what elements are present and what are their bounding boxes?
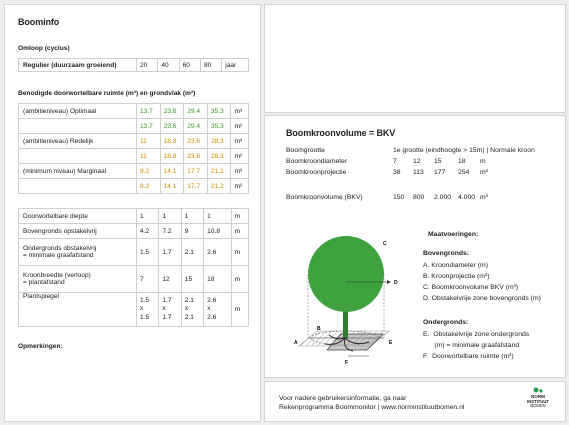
ruimte-value: 23.6: [160, 119, 184, 134]
maatvoering-value: 2.6 x 2.6: [204, 293, 231, 327]
ruimte-value: 35.3: [207, 119, 231, 134]
opmerkingen-label: Opmerkingen:: [18, 343, 63, 350]
bkv-value: 113: [413, 169, 424, 176]
ruimte-heading: Benodigde doorwortelbare ruimte (m³) en grondvlak (m²): [18, 90, 196, 97]
logo-text-instituut: INSTITUUT: [527, 398, 549, 404]
maatvoering-row: [19, 239, 249, 266]
bkv-value: 7: [393, 158, 397, 165]
maatvoering-row: [19, 224, 249, 239]
maatvoering-value: 1: [204, 209, 231, 224]
ruimte-value: 11: [137, 149, 161, 164]
tree-diagram: [293, 234, 418, 374]
maatvoering-row: [19, 293, 249, 327]
bovengronds-heading: Bovengronds:: [423, 250, 470, 257]
bkv-unit: m²: [480, 169, 488, 176]
ondergronds-item: E. Obstakelvrije zone ondergronds: [423, 331, 530, 338]
maatvoering-value: 1.5: [137, 239, 159, 266]
maatvoering-value: 7: [137, 266, 159, 293]
bkv-row-label: Boomkroonprojectie: [286, 169, 347, 176]
ruimte-value: 13.7: [137, 104, 161, 119]
ruimte-value: 21.2: [207, 164, 231, 179]
bkv-row-label: Boomkroonvolume (BKV): [286, 194, 363, 201]
ruimte-value: 17.7: [184, 179, 208, 194]
maatvoering-unit: m: [231, 239, 248, 266]
omloop-value: 40: [158, 59, 179, 72]
footer-line-1: Voor nadere gebruikersinformatie, ga naar: [279, 395, 407, 402]
maatvoering-unit: m: [231, 293, 248, 327]
ruimte-unit: m³: [231, 164, 249, 179]
omloop-value: 80: [200, 59, 221, 72]
bkv-value: 177: [434, 169, 446, 176]
ruimte-value: 11: [137, 134, 161, 149]
maatvoering-value: 7.2: [159, 224, 181, 239]
omloop-value: 20: [137, 59, 158, 72]
norm-instituut-logo: [523, 387, 553, 419]
maatvoering-label: Doorwortelbare diepte: [19, 209, 137, 224]
bkv-unit: m³: [480, 194, 488, 201]
maatvoering-label: Ondergronds obstakelvrij = minimale graafafstand: [19, 239, 137, 266]
boominfo-panel: [4, 4, 261, 422]
ruimte-row: [19, 164, 249, 179]
maatvoering-value: 1: [137, 209, 159, 224]
maatvoering-value: 1.7: [159, 239, 181, 266]
logo-text-bomen: BOMEN: [530, 403, 546, 409]
maatvoering-value: 12: [159, 266, 181, 293]
footer-panel: [264, 381, 566, 422]
diagram-letter-e: E: [389, 340, 393, 346]
maatvoering-unit: m: [231, 224, 248, 239]
omloop-unit: jaar: [222, 59, 249, 72]
diagram-letter-f: F: [345, 360, 349, 366]
ruimte-unit: m²: [231, 119, 249, 134]
ruimte-value: 8.2: [137, 164, 161, 179]
ruimte-value: 23.6: [160, 104, 184, 119]
ruimte-row: [19, 149, 249, 164]
ruimte-table: [18, 103, 249, 194]
omloop-heading: Omloop (cyclus): [18, 45, 70, 52]
bkv-value: 12: [413, 158, 421, 165]
maatvoering-value: 4.2: [137, 224, 159, 239]
bovengronds-item: D. Obstakelvrije zone bovengronds (m): [423, 295, 541, 302]
bovengronds-item: A. Kroondiameter (m): [423, 262, 488, 269]
ruimte-value: 17.7: [184, 164, 208, 179]
ruimte-unit: m²: [231, 149, 249, 164]
maatvoering-value: 2.1: [181, 239, 203, 266]
ruimte-row-label: (ambitieniveau) Optimaal: [19, 104, 137, 119]
bkv-row-label: Boomgrootte: [286, 147, 325, 154]
ondergronds-item: F. Doorwortelbare ruimte (m³): [423, 353, 514, 360]
maatvoering-value: 1.7 x 1.7: [159, 293, 181, 327]
bkv-title: Boomkroonvolume = BKV: [286, 128, 396, 138]
ruimte-value: 14.1: [160, 179, 184, 194]
maatvoering-value: 18: [204, 266, 231, 293]
footer-line-2: Rekenprogramma Boommonitor | www.norminstituutbomen.nl: [279, 404, 465, 411]
bkv-value: 38: [393, 169, 401, 176]
maatvoering-value: 15: [181, 266, 203, 293]
omloop-label: Regulier (duurzaam groeiend): [19, 59, 137, 72]
bkv-unit: m: [480, 158, 486, 165]
omloop-table: [18, 58, 249, 72]
ruimte-row: [19, 134, 249, 149]
ruimte-row-label: [19, 149, 137, 164]
maatvoering-unit: m: [231, 209, 248, 224]
tree-crown: [308, 236, 384, 312]
ruimte-unit: m³: [231, 104, 249, 119]
boomgrootte-value: 1e grootte (eindhoogte > 15m) | Normale kroon: [393, 147, 535, 154]
ruimte-row: [19, 104, 249, 119]
diagram-letter-c: C: [383, 241, 387, 247]
logo-text-norm: NORM: [530, 394, 546, 399]
maatvoering-row: [19, 266, 249, 293]
ruimte-row: [19, 179, 249, 194]
maatvoering-value: 1: [159, 209, 181, 224]
maatvoering-value: 9: [181, 224, 203, 239]
ruimte-row-label: (ambitieniveau) Redelijk: [19, 134, 137, 149]
bkv-value: 18: [458, 158, 466, 165]
ruimte-unit: m³: [231, 134, 249, 149]
maatvoering-value: 1: [181, 209, 203, 224]
ruimte-value: 28.3: [207, 149, 231, 164]
ondergronds-item: (m) = minimale graafafstand: [423, 342, 520, 349]
bkv-panel: [264, 115, 566, 378]
boominfo-title: Boominfo: [18, 17, 60, 27]
ruimte-value: 18.8: [160, 149, 184, 164]
empty-panel: [264, 4, 566, 113]
omloop-row: [19, 59, 249, 72]
maatvoering-value: 1.5 x 1.5: [137, 293, 159, 327]
bkv-value: 15: [434, 158, 442, 165]
ruimte-row-label: (minimum niveau) Marginaal: [19, 164, 137, 179]
diagram-letter-d: D: [394, 280, 398, 286]
ruimte-value: 14.1: [160, 164, 184, 179]
maatvoering-value: 10.8: [204, 224, 231, 239]
bkv-value: 4.000: [458, 194, 476, 201]
maatvoering-label: Plantspiegel: [19, 293, 137, 327]
diagram-letter-b: B: [317, 326, 321, 332]
ruimte-value: 29.4: [184, 104, 208, 119]
maatvoering-unit: m: [231, 266, 248, 293]
ruimte-unit: m²: [231, 179, 249, 194]
bkv-value: 2.000: [434, 194, 452, 201]
ruimte-row-label: [19, 179, 137, 194]
ruimte-value: 18.8: [160, 134, 184, 149]
maatvoering-value: 2.6: [204, 239, 231, 266]
maatvoeringen-title: Maatvoeringen:: [428, 231, 479, 238]
maatvoering-value: 2.1 x 2.1: [181, 293, 203, 327]
diagram-letter-a: A: [294, 340, 298, 346]
ruimte-row: [19, 119, 249, 134]
arrow-d-head: [387, 280, 391, 284]
ruimte-value: 29.4: [184, 119, 208, 134]
ruimte-value: 35.3: [207, 104, 231, 119]
bkv-value: 800: [413, 194, 425, 201]
maatvoering-table: [18, 208, 249, 327]
maatvoering-row: [19, 209, 249, 224]
bovengronds-item: C. Boomkroonvolume BKV (m³): [423, 284, 519, 291]
bkv-row-label: Boomkroondiameter: [286, 158, 348, 165]
ruimte-value: 23.6: [184, 149, 208, 164]
maatvoering-label: Kroonbreedte (verloop) = plantafstand: [19, 266, 137, 293]
bkv-value: 254: [458, 169, 470, 176]
ruimte-row-label: [19, 119, 137, 134]
ruimte-value: 21.2: [207, 179, 231, 194]
ruimte-value: 23.6: [184, 134, 208, 149]
ondergronds-heading: Ondergronds:: [423, 319, 469, 326]
bovengronds-item: B. Kroonprojectie (m²): [423, 273, 490, 280]
bkv-value: 150: [393, 194, 405, 201]
ruimte-value: 28.3: [207, 134, 231, 149]
omloop-value: 60: [179, 59, 200, 72]
ruimte-value: 8.2: [137, 179, 161, 194]
ruimte-value: 13.7: [137, 119, 161, 134]
maatvoering-label: Bovengronds opstakelvrij: [19, 224, 137, 239]
